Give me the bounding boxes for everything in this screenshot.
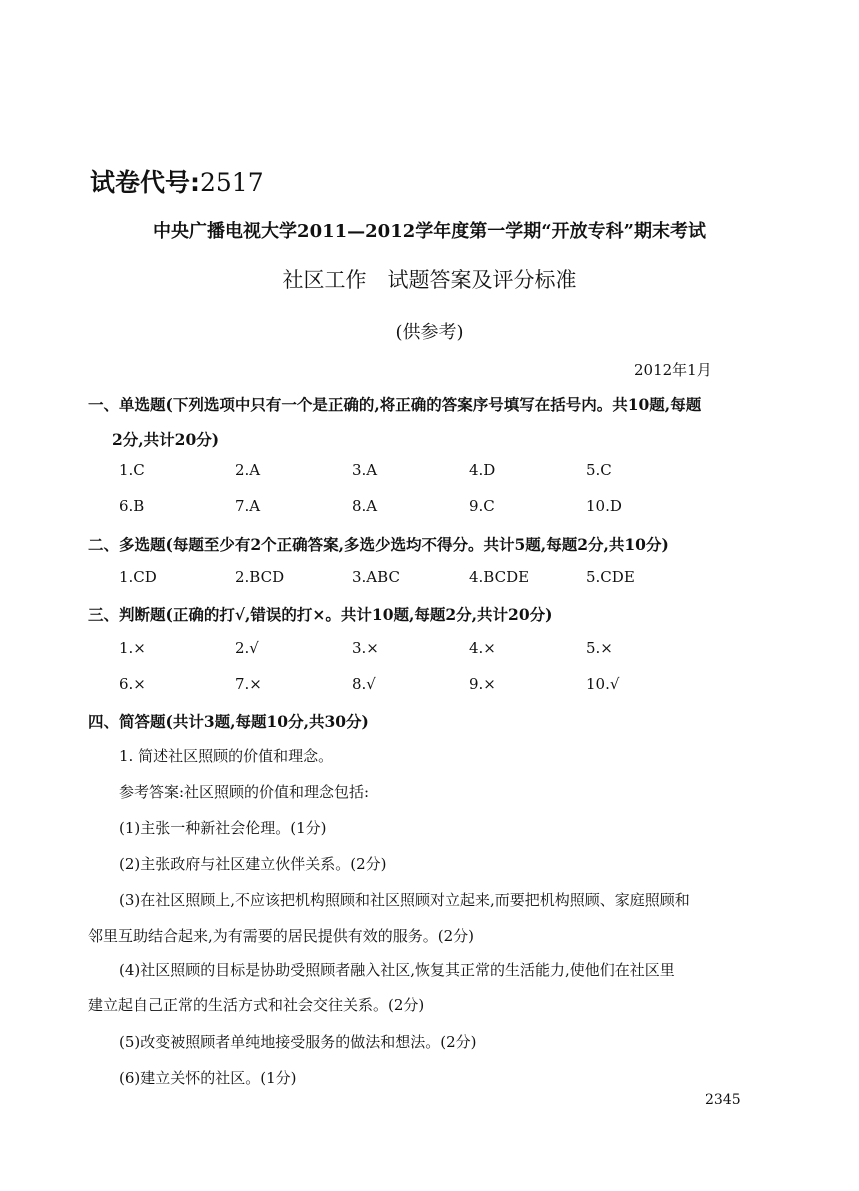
answer-point: (3)在社区照顾上,不应该把机构照顾和社区照顾对立起来,而要把机构照顾、家庭照顾和 — [119, 891, 690, 909]
answer-point: (5)改变被照顾者单纯地接受服务的做法和想法。(2分) — [119, 1033, 477, 1051]
answer-item: 3.× — [352, 639, 379, 657]
answer-item: 1.C — [119, 461, 145, 479]
answer-item: 7.A — [235, 497, 261, 515]
question-text: 1. 简述社区照顾的价值和理念。 — [119, 747, 334, 765]
exam-code-number: 2517 — [200, 168, 264, 197]
answer-point: (2)主张政府与社区建立伙伴关系。(2分) — [119, 855, 387, 873]
answer-item: 10.√ — [586, 675, 620, 693]
answer-point-continuation: 建立起自己正常的生活方式和社会交往关系。(2分) — [88, 996, 425, 1014]
answer-point-continuation: 邻里互助结合起来,为有需要的居民提供有效的服务。(2分) — [88, 927, 475, 945]
answer-item: 4.D — [469, 461, 496, 479]
answer-item: 1.CD — [119, 568, 157, 586]
answer-item: 8.A — [352, 497, 378, 515]
answer-item: 2.√ — [235, 639, 259, 657]
answer-point: (6)建立关怀的社区。(1分) — [119, 1069, 297, 1087]
answer-intro: 参考答案:社区照顾的价值和理念包括: — [119, 783, 370, 801]
answer-item: 3.A — [352, 461, 378, 479]
section1-title-line2: 2分,共计20分) — [112, 430, 220, 449]
answer-item: 5.× — [586, 639, 613, 657]
answer-item: 6.× — [119, 675, 146, 693]
answer-point: (1)主张一种新社会伦理。(1分) — [119, 819, 327, 837]
answer-item: 4.BCDE — [469, 568, 530, 586]
exam-date: 2012年1月 — [634, 361, 712, 379]
answer-item: 3.ABC — [352, 568, 400, 586]
section1-title-line1: 一、单选题(下列选项中只有一个是正确的,将正确的答案序号填写在括号内。共10题,每题 — [88, 395, 702, 414]
answer-item: 9.× — [469, 675, 496, 693]
section2-title: 二、多选题(每题至少有2个正确答案,多选少选均不得分。共计5题,每题2分,共10分) — [88, 535, 669, 554]
answer-item: 1.× — [119, 639, 146, 657]
exam-code-label: 试卷代号: — [90, 168, 200, 197]
section3-title: 三、判断题(正确的打√,错误的打×。共计10题,每题2分,共计20分) — [88, 605, 553, 624]
answer-item: 2.BCD — [235, 568, 285, 586]
answer-item: 5.C — [586, 461, 612, 479]
section4-title: 四、简答题(共计3题,每题10分,共30分) — [88, 712, 369, 731]
answer-item: 4.× — [469, 639, 496, 657]
answer-item: 9.C — [469, 497, 495, 515]
answer-item: 7.× — [235, 675, 262, 693]
exam-code — [90, 163, 264, 199]
exam-title: 中央广播电视大学2011—2012学年度第一学期“开放专科”期末考试 — [153, 221, 706, 242]
page-number: 2345 — [705, 1092, 741, 1108]
subject-title: 社区工作 试题答案及评分标准 — [282, 268, 577, 292]
answer-item: 6.B — [119, 497, 145, 515]
reference-note: (供参考) — [395, 322, 464, 343]
answer-item: 5.CDE — [586, 568, 635, 586]
answer-item: 2.A — [235, 461, 261, 479]
answer-item: 10.D — [586, 497, 622, 515]
answer-item: 8.√ — [352, 675, 376, 693]
answer-point: (4)社区照顾的目标是协助受照顾者融入社区,恢复其正常的生活能力,使他们在社区里 — [119, 961, 675, 979]
